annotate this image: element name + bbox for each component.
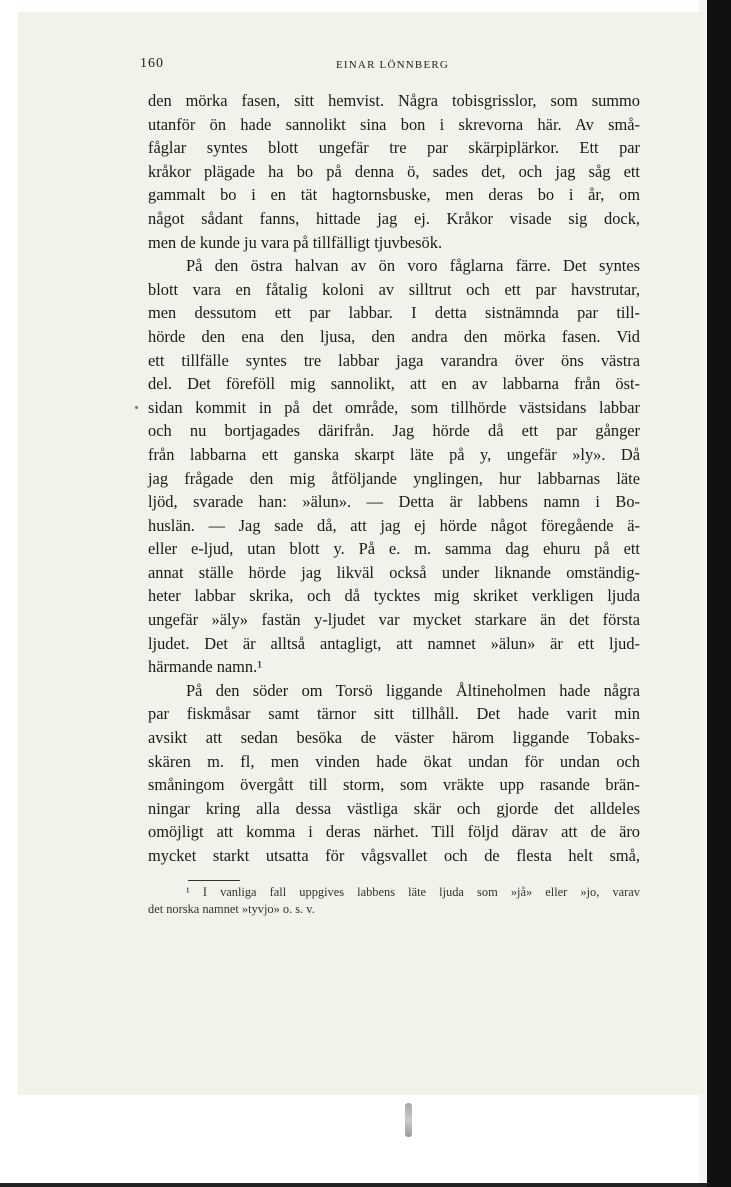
paper-speck: [135, 406, 138, 409]
text-line: omöjligt att komma i deras närhet. Till följd därav att de äro: [148, 822, 640, 842]
text-line: gammalt bo i en tät hagtornsbuske, men deras bo i år, om: [148, 185, 640, 205]
text-line: huslän. — Jag sade då, att jag ej hörde något föregående ä-: [148, 515, 640, 535]
text-line: eller e-ljud, utan blott y. På e. m. samma dag ehuru på ett: [148, 539, 640, 559]
text-line: På den östra halvan av ön voro fåglarna färre. Det syntes: [186, 256, 640, 276]
text-line: men de kunde ju vara på tillfälligt tjuvbesök.: [148, 232, 443, 252]
scan-bottom-edge: [0, 1183, 707, 1187]
text-line: den mörka fasen, sitt hemvist. Några tobisgrisslor, som summo: [148, 91, 640, 110]
text-line: sidan kommit in på det område, som tillhörde västsidans labbar: [148, 397, 640, 417]
text-line: härmande namn.¹: [148, 657, 263, 677]
text-line: jag frågade den mig åtföljande ynglingen, hur labbarnas läte: [148, 468, 640, 488]
text-line: utanför ön hade sannolikt sina bon i skrevorna här. Av små-: [148, 114, 640, 134]
body-text: [148, 89, 640, 868]
text-line: del. Det föreföll mig sannolikt, att en av labbarna från öst-: [148, 374, 640, 394]
text-line: annat ställe hörde jag likväl också under liknande omständig-: [148, 562, 640, 582]
footnote-rule: [188, 880, 240, 881]
text-line: fåglar syntes blott ungefär tre par skärpiplärkor. Ett par: [148, 138, 640, 158]
text-line: ningar kring alla dessa västliga skär och gjorde det alldeles: [148, 798, 640, 818]
text-line: ett tillfälle syntes tre labbar jaga varandra över öns västra: [148, 350, 640, 370]
footnotes: [148, 884, 640, 918]
text-line: småningom övergått till storm, som vräkte upp rasande brän-: [148, 775, 640, 795]
text-line: men dessutom ett par labbar. I detta sistnämnda par till-: [148, 303, 640, 323]
text-line: skären m. fl, men vinden hade ökat undan för undan och: [148, 751, 640, 771]
page-number: 160: [140, 56, 164, 71]
text-line: par fiskmåsar samt tärnor sitt tillhåll. Det hade varit min: [148, 704, 640, 724]
footnote-line: det norska namnet »tyvjo» o. s. v.: [148, 902, 315, 916]
text-line: från labbarna ett ganska skarpt läte på y, ungefär »ly». Då: [148, 444, 640, 464]
text-line: ljudet. Det är alltså antagligt, att namnet »älun» är ett ljud-: [148, 633, 640, 653]
scan-border: [707, 0, 731, 1187]
footnote-line: ¹ I vanliga fall uppgives labbens läte ljuda som »jå» eller »jo, varav: [186, 885, 640, 899]
text-line: och nu bortjagades därifrån. Jag hörde då ett par gånger: [148, 421, 640, 441]
text-line: något sådant fanns, hittade jag ej. Kråkor visade sig dock,: [148, 208, 640, 228]
text-line: mycket starkt utsatta för vågsvallet och de flesta helt små,: [148, 846, 640, 865]
text-line: ljöd, svarade han: »älun». — Detta är labbens namn i Bo-: [148, 492, 640, 512]
text-line: heter labbar skrika, och då tycktes mig skriket verkligen ljuda: [148, 586, 640, 606]
text-line: hörde den ena den ljusa, den andra den mörka fasen. Vid: [148, 326, 640, 346]
text-line: kråkor plägade ha bo på denna ö, sades det, och jag såg ett: [148, 161, 640, 181]
text-line: På den söder om Torsö liggande Åltineholmen hade några: [186, 680, 640, 700]
text-line: blott vara en fåtalig koloni av silltrut och ett par havstrutar,: [148, 279, 640, 299]
page-header: [140, 54, 640, 76]
binding-mark: [405, 1103, 412, 1137]
running-head: EINAR LÖNNBERG: [336, 59, 450, 71]
text-line: ungefär »äly» fastän y-ljudet var mycket starkare än det första: [148, 610, 640, 630]
text-line: avsikt att sedan besöka de väster härom liggande Tobaks-: [148, 728, 640, 748]
